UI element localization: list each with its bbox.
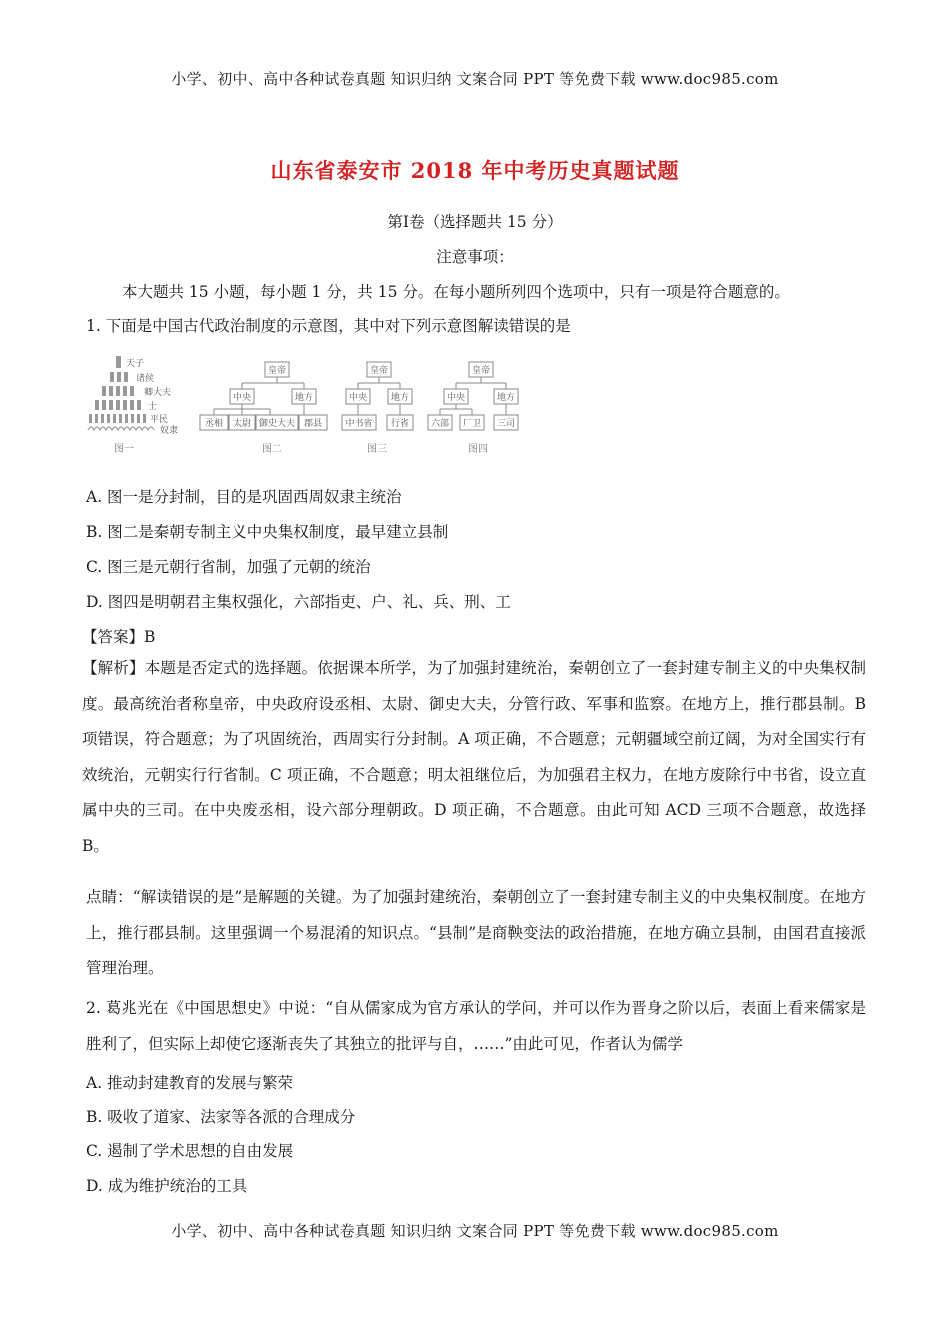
fig3-mid-local: 地方 — [390, 393, 410, 403]
fig2-leaf-1: 丞相 — [204, 419, 224, 429]
fig3-leaf-2: 行省 — [390, 419, 410, 429]
fig3-caption: 图三 — [367, 444, 387, 455]
fig1-level-1: 天子 — [126, 359, 145, 369]
fig2-leaf-2: 太尉 — [232, 419, 252, 429]
q1-option-d: D. 图四是明朝君主集权强化，六部指吏、户、礼、兵、刑、工 — [86, 593, 511, 611]
fig1-level-3: 卿大夫 — [144, 388, 172, 398]
fig3-mid-central: 中央 — [348, 393, 368, 403]
q2-option-c: C. 遏制了学术思想的自由发展 — [86, 1142, 294, 1160]
page-footer: 小学、初中、高中各种试卷真题 知识归纳 文案合同 PPT 等免费下载 www.doc985.com — [171, 1222, 779, 1240]
fig1-level-6: 奴隶 — [160, 426, 179, 436]
fig1-level-4: 士 — [148, 402, 158, 412]
notice-text: 本大题共 15 小题，每小题 1 分，共 15 分。在每小题所列四个选项中，只有一项是符合题意的。 — [122, 283, 790, 301]
fig2-leaf-3: 御史大夫 — [258, 419, 296, 429]
fig1-level-2: 诸侯 — [136, 374, 155, 384]
q2-option-d: D. 成为维护统治的工具 — [86, 1177, 248, 1195]
page-header: 小学、初中、高中各种试卷真题 知识归纳 文案合同 PPT 等免费下载 www.doc985.com — [171, 70, 779, 88]
q1-answer: 【答案】B — [82, 628, 156, 646]
fig1-caption: 图一 — [114, 444, 134, 455]
question-1-stem: 1. 下面是中国古代政治制度的示意图，其中对下列示意图解读错误的是 — [86, 317, 571, 335]
q2-option-b: B. 吸收了道家、法家等各派的合理成分 — [86, 1108, 356, 1126]
fig4-leaf-1: 六部 — [430, 419, 450, 429]
q1-analysis: 【解析】本题是否定式的选择题。依据课本所学，为了加强封建统治，秦朝创立了一套封建专制主义的中央集权制度。最高统治者称皇帝，中央政府设丞相、太尉、御史大夫，分管行政、军事和监察。在地方上，推行郡县制。B 项错误，符合题意；为了巩固统治，西周实行分封制。A 项正确，不合题意；元朝疆域空前辽阔，为对全国实行有效统治，元朝实行行省制。C 项正确，不合题意；明太祖继位后，为加强君主权力，在地方废除行中书省，设立直属中央的三司。在中央废丞相，设六部分理朝政。D 项正确，不合题意。由此可知 ACD 三项不合题意，故选择 B。 — [82, 659, 866, 855]
question-2-stem: 2. 葛兆光在《中国思想史》中说：“自从儒家成为官方承认的学问，并可以作为晋身之阶以后，表面上看来儒家是胜利了，但实际上却使它逐渐丧失了其独立的批评与自，……”由此可见，作者认为儒学 — [86, 999, 866, 1053]
notice-title: 注意事项： — [436, 248, 514, 266]
fig3-top: 皇帝 — [369, 366, 389, 376]
q2-option-a: A. 推动封建教育的发展与繁荣 — [86, 1074, 294, 1092]
section-heading: 第Ⅰ卷（选择题共 15 分） — [387, 213, 563, 231]
q1-tip: 点睛：“解读错误的是”是解题的关键。为了加强封建统治，秦朝创立了一套封建专制主义的中央集权制度。在地方上，推行郡县制。这里强调一个易混淆的知识点。“县制”是商鞅变法的政治措施，在地方确立县制，由国君直接派管理治理。 — [86, 888, 866, 977]
fig4-leaf-3: 三司 — [496, 419, 516, 429]
political-system-diagram — [86, 352, 528, 460]
fig2-leaf-4: 郡县 — [303, 419, 323, 429]
fig2-top: 皇帝 — [267, 366, 287, 376]
fig4-top: 皇帝 — [471, 366, 491, 376]
fig4-mid-local: 地方 — [496, 393, 516, 403]
fig4-caption: 图四 — [468, 444, 488, 455]
fig1-level-5: 平民 — [150, 415, 169, 425]
fig2-mid-central: 中央 — [232, 393, 252, 403]
fig4-mid-central: 中央 — [446, 393, 466, 403]
q1-option-a: A. 图一是分封制，目的是巩固西周奴隶主统治 — [86, 488, 402, 506]
fig4-leaf-2: 厂卫 — [462, 419, 482, 429]
fig2-caption: 图二 — [262, 444, 282, 455]
fig3-leaf-1: 中书省 — [345, 419, 373, 429]
document-title: 山东省泰安市 2018 年中考历史真题试题 — [270, 158, 680, 183]
fig2-mid-local: 地方 — [294, 393, 314, 403]
q1-option-c: C. 图三是元朝行省制，加强了元朝的统治 — [86, 558, 371, 576]
q1-option-b: B. 图二是秦朝专制主义中央集权制度，最早建立县制 — [86, 523, 449, 541]
